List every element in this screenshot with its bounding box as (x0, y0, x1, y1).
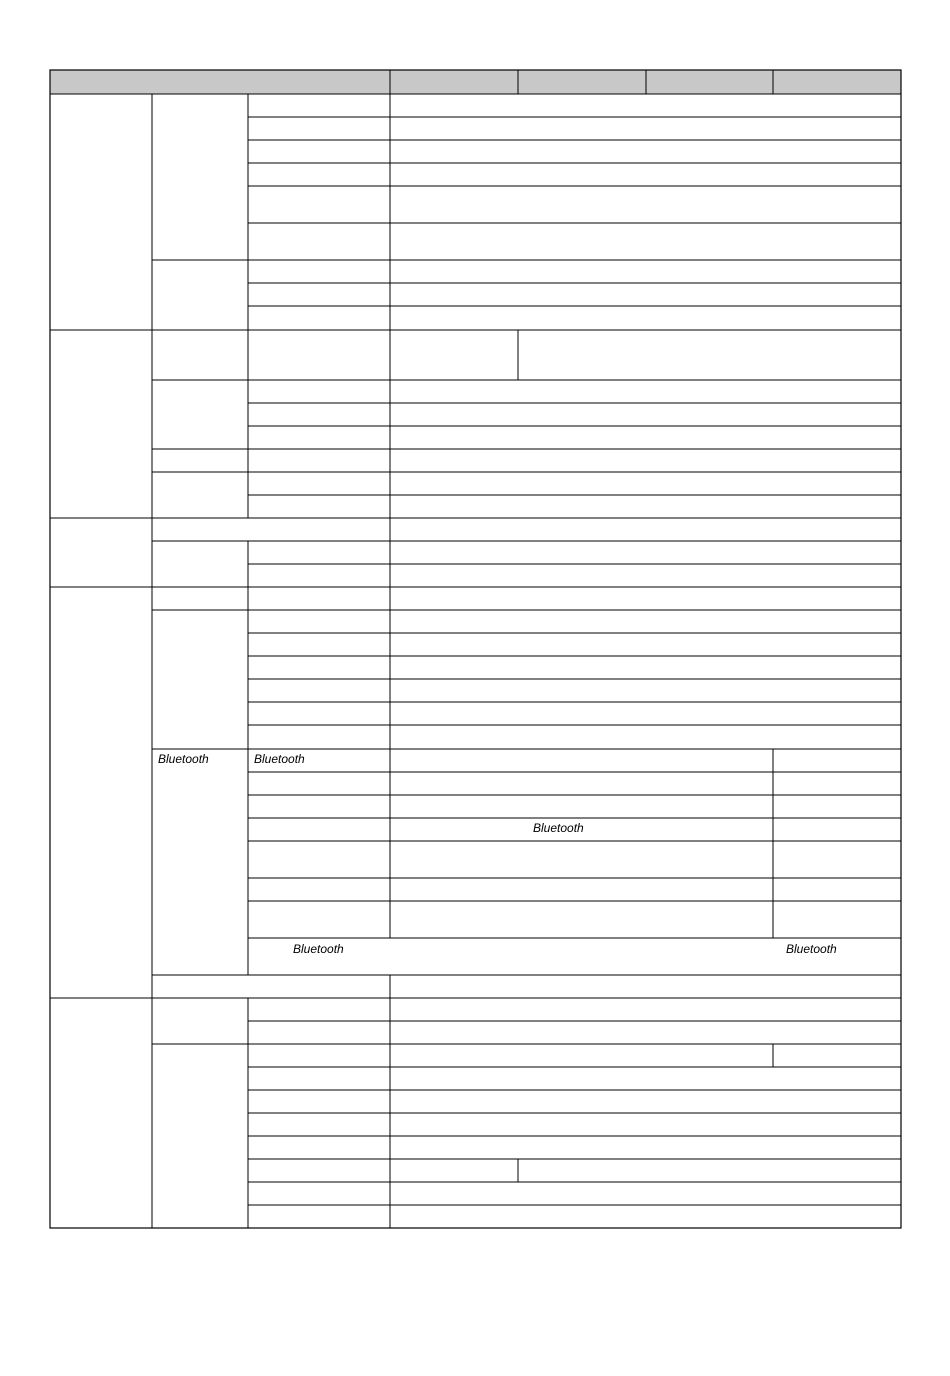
bluetooth-row-label: Bluetooth (254, 752, 305, 766)
bluetooth-group-label: Bluetooth (158, 752, 209, 766)
bluetooth-note-right: Bluetooth (786, 942, 837, 956)
grid-lines (50, 70, 901, 1228)
bluetooth-note-left: Bluetooth (293, 942, 344, 956)
bluetooth-value-label: Bluetooth (533, 821, 584, 835)
